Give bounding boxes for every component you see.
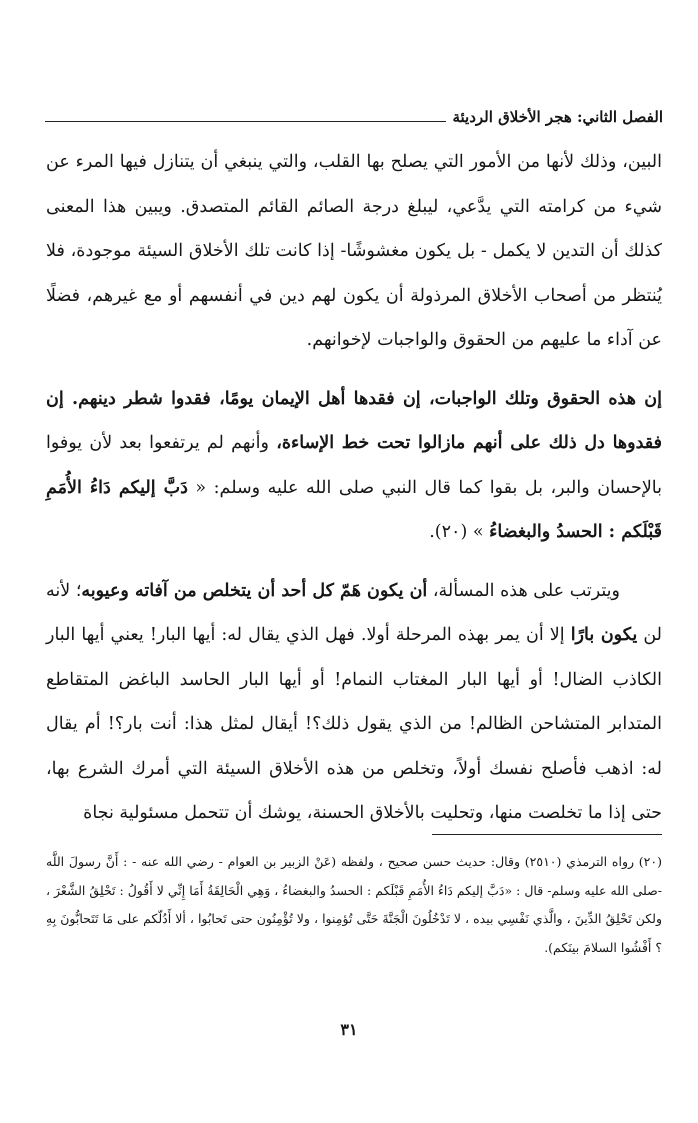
header-rule xyxy=(45,121,446,122)
paragraph-1-segment: البين، وذلك لأنها من الأمور التي يصلح بها القلب، والتي ينبغي أن يتنازل فيها المرء عن شيء من كرامته التي يدَّعي، ليبلغ درجة الصائم القائم المتصدق. ويبين هذا المعنى كذلك أن التدين لا يكمل - بل يكون مغشوشًا- إذا كانت تلك الأخلاق السيئة موجودة، فلا يُنتظر من أصحاب الأخلاق المرذولة أن يكون لهم دين في أنفسهم أو مع غيرهم، فضلًا عن آداء ما عليهم من الحقوق والواجبات لإخوانهم. xyxy=(46,152,662,350)
footnotes xyxy=(46,848,662,962)
paragraph-3 xyxy=(46,569,662,836)
paragraph-3-bold-b: يكون بارًا xyxy=(570,625,638,645)
paragraph-3-text-a: ويترتب على هذه المسألة، xyxy=(427,580,621,601)
paragraph-3-text-b: ؛ لأنه لن xyxy=(46,580,662,645)
paragraph-2 xyxy=(46,377,662,555)
footnote-20: (٢٠) رواه الترمذي (٢٥١٠) وقال: حديث حسن صحيح ، ولفظه (عَنْ الزبير بن العوام - رضي الله عنه - : أَنَّ رسولَ اللَّه -صلى الله عليه وسلم- قال : «دَبَّ إليكم دَاءُ الأُمَمِ قَبْلَكم : الحسدُ والبغضاءُ ، وَهِي الْحَالِقَةُ أَمَا إِنِّي لا أَقُولُ : تَحْلِقُ الشَّعْرَ ، ولكن تَحْلِقُ الدِّينَ ، والَّذي نَفْسِي بيده ، لا تَدْخُلُونَ الْجَنَّةَ حَتَّى تُؤمِنوا ، ولا تُؤْمِنُون حتى تَحابُوا ، ألا أَدُلّكم على مَا تَتَحابُّونَ بِهِ ؟ أَفْشُوا السلامَ بينَكم). xyxy=(46,854,662,955)
main-text xyxy=(46,140,662,836)
running-title: الفصل الثاني: هجر الأخلاق الرديئة xyxy=(452,108,663,126)
paragraph-3-bold-a: أن يكون هَمّ كل أحد أن يتخلص من آفاته وعيوبه xyxy=(81,580,428,601)
paragraph-2-bold-statement: إن هذه الحقوق وتلك الواجبات، إن فقدها أهل الإيمان يومًا، فقدوا شطر دينهم. إن فقدوها دل ذلك على أنهم مازالوا تحت خط الإساءة، xyxy=(46,388,662,453)
running-header xyxy=(45,98,663,128)
paragraph-3-text-c: إلا أن يمر بهذه المرحلة أولا. فهل الذي يقال له: أيها البار! يعني أيها البار الكاذب الضال! أو أيها البار المغتاب النمام! أو أيها البار الحاسد الباغض المتقاطع المتدابر المتشاحن الظالم! من الذي يقول ذلك؟! أيقال لمثل هذا: أنت بار؟! أم يقال له: اذهب فأصلح نفسك أولاً، وتخلص من هذه الأخلاق السيئة التي أمرك الشرع بها، حتى إذا ما تخلصت منها، وتحليت بالأخلاق الحسنة، يوشك أن تتحمل مسئولية نجاة xyxy=(46,625,662,823)
paragraph-2-text: وأنهم لم يرتفعوا بعد لأن يوفوا بالإحسان والبر، بل بقوا كما قال النبي صلى الله عليه وسلم: « xyxy=(46,433,662,498)
hadith-quote: دَبَّ إليكم دَاءُ الأُمَمِ قَبْلَكم : الحسدُ والبغضاءُ xyxy=(46,477,662,542)
paragraph-1 xyxy=(46,140,662,363)
page-number: ٣١ xyxy=(340,1020,358,1039)
footnote-ref: » (٢٠). xyxy=(429,522,490,542)
footnote-separator xyxy=(432,834,662,835)
